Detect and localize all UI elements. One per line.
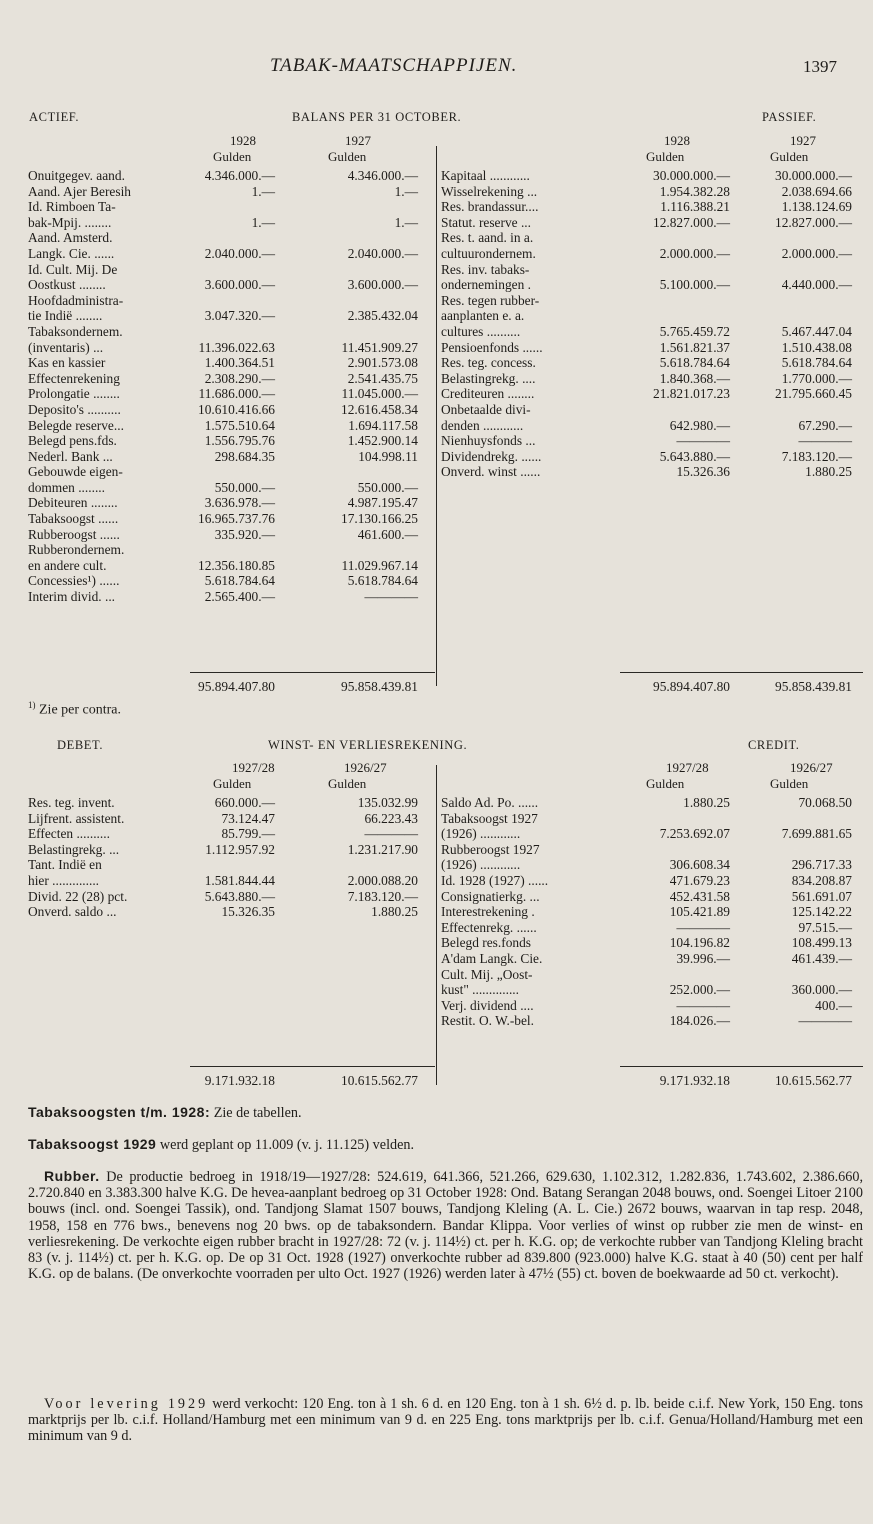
row-value-previous: 30.000.000.— (775, 168, 852, 183)
row-value-previous: 7.183.120.— (347, 888, 418, 904)
row-value-current: 3.636.978.— (204, 495, 275, 511)
actief-total-1927: 95.858.439.81 (341, 679, 418, 694)
row-label: Nederl. Bank ... (28, 448, 113, 464)
row-label: Restit. O. W.-bel. (441, 1013, 534, 1029)
debet-total-previous: 10.615.562.77 (341, 1073, 418, 1088)
row-label: Res. t. aand. in a. (441, 230, 534, 246)
passief-row (0, 464, 873, 480)
debet-total-current: 9.171.932.18 (204, 1073, 275, 1088)
row-value-current: 1.575.510.64 (204, 417, 275, 433)
note-rubber (28, 1168, 863, 1282)
row-value-current: 12.827.000.— (653, 214, 730, 230)
row-value-current: 7.253.692.07 (659, 826, 730, 842)
note-rubber-lead: Rubber. (44, 1168, 100, 1184)
wv-title: WINST- EN VERLIESREKENING. (268, 738, 468, 752)
credit-row (0, 857, 873, 873)
row-label: Res. inv. tabaks- (441, 261, 530, 277)
wv-heading (0, 738, 873, 756)
passief-row (0, 168, 873, 184)
row-value-current: 660.000.— (214, 795, 275, 810)
row-value-previous: 1.770.000.— (781, 370, 852, 386)
row-value-previous: 1.694.117.58 (348, 417, 418, 433)
footnote-text: Zie per contra. (39, 702, 122, 718)
row-value-current: 2.565.400.— (204, 589, 275, 605)
row-value-current: ———— (676, 919, 730, 935)
row-value-previous: 2.901.573.08 (347, 355, 418, 371)
row-value-previous: 97.515.— (798, 919, 852, 935)
row-value-current: 12.356.180.85 (198, 557, 275, 573)
row-value-current: 3.600.000.— (204, 277, 275, 293)
row-label: Effectenrekening (28, 370, 120, 386)
row-value-previous: 7.699.881.65 (781, 826, 852, 842)
row-value-current: 11.396.022.63 (198, 339, 275, 355)
passief-total-1928: 95.894.407.80 (653, 679, 730, 694)
row-label: Hoofdadministra- (28, 292, 124, 308)
passief-row (0, 433, 873, 449)
row-label: Tabaksondernem. (28, 323, 123, 339)
row-label: aanplanten e. a. (441, 308, 525, 324)
row-value-current: 1.— (251, 214, 275, 230)
row-value-previous: 461.439.— (791, 950, 852, 966)
row-value-current: 1.581.844.44 (204, 872, 275, 888)
credit-total-rule (620, 1066, 863, 1067)
row-value-previous: 11.451.909.27 (341, 339, 418, 355)
row-label: Interestrekening . (441, 904, 535, 920)
row-value-current: ———— (676, 433, 730, 449)
note-tabaksoogst-1929-lead: Tabaksoogst 1929 (28, 1136, 157, 1152)
passief-row (0, 246, 873, 262)
row-label: Saldo Ad. Po. ...... (441, 795, 539, 810)
credit-row (0, 935, 873, 951)
row-value-previous: 70.068.50 (798, 795, 852, 810)
passief-row (0, 355, 873, 371)
note-tabaksoogsten-lead: Tabaksoogsten t/m. 1928: (28, 1104, 211, 1120)
row-label: (1926) ............ (441, 857, 521, 873)
row-value-previous: 108.499.13 (791, 935, 852, 951)
row-label: Kapitaal ............ (441, 168, 530, 183)
wv-year-col-left-2: 1926/27 (344, 760, 387, 775)
row-label: Concessies¹) ...... (28, 573, 120, 589)
note-tabaksoogsten (28, 1104, 863, 1121)
row-label: Id. Cult. Mij. De (28, 261, 118, 277)
row-value-previous: 461.600.— (357, 526, 418, 542)
note-tabaksoogst-1929-text: werd geplant op 11.009 (v. j. 11.125) velden. (156, 1137, 415, 1153)
row-value-current: 5.765.459.72 (659, 323, 730, 339)
row-label: bak-Mpij. ........ (28, 214, 112, 230)
passief-row (0, 308, 873, 324)
row-label: Debiteuren ........ (28, 495, 118, 511)
row-label: Res. teg. invent. (28, 795, 115, 810)
row-value-previous: ———— (364, 826, 418, 842)
row-value-current: 252.000.— (669, 982, 730, 998)
row-value-current: 85.799.— (221, 826, 275, 842)
row-value-current: 1.116.388.21 (660, 199, 730, 215)
row-value-current: 550.000.— (214, 479, 275, 495)
row-label: A'dam Langk. Cie. (441, 950, 543, 966)
debet-total-rule (190, 1066, 435, 1067)
row-value-previous: 296.717.33 (791, 857, 852, 873)
page-header (0, 55, 873, 81)
currency-col-right-1: Gulden (646, 149, 685, 164)
row-value-previous: 4.440.000.— (781, 277, 852, 293)
row-label: Res. tegen rubber- (441, 292, 540, 308)
passief-row (0, 402, 873, 418)
row-value-current: 15.326.35 (221, 904, 275, 920)
row-value-previous: 1.880.25 (371, 904, 418, 920)
row-value-current: 1.— (251, 183, 275, 199)
row-label: Verj. dividend .... (441, 997, 534, 1013)
row-value-current: 73.124.47 (221, 810, 275, 826)
passief-row (0, 230, 873, 246)
row-label: Onverd. saldo ... (28, 904, 117, 920)
row-value-previous: 66.223.43 (364, 810, 418, 826)
balans-totals (0, 679, 873, 695)
row-value-current: 642.980.— (669, 417, 730, 433)
row-value-current: 5.618.784.64 (204, 573, 275, 589)
row-label: Onuitgegev. aand. (28, 168, 125, 183)
row-label: denden ............ (441, 417, 524, 433)
row-label: Deposito's .......... (28, 401, 121, 417)
credit-row (0, 998, 873, 1014)
row-label: Rubberoogst ...... (28, 526, 120, 542)
credit-row (0, 951, 873, 967)
credit-row (0, 982, 873, 998)
row-label: Langk. Cie. ...... (28, 245, 115, 261)
actief-row (0, 480, 873, 496)
row-value-previous: 3.600.000.— (347, 277, 418, 293)
row-label: Kas en kassier (28, 355, 106, 371)
balans-heading (0, 110, 873, 128)
row-value-previous: 2.000.000.— (781, 245, 852, 261)
credit-row (0, 920, 873, 936)
row-label: Cult. Mij. „Oost- (441, 966, 533, 982)
passief-row (0, 262, 873, 278)
row-value-previous: ———— (364, 589, 418, 605)
row-value-current: 5.618.784.64 (659, 355, 730, 371)
passief-row (0, 386, 873, 402)
wv-year-col-right-2: 1926/27 (790, 760, 833, 775)
row-value-previous: 1.— (394, 183, 418, 199)
row-value-previous: 12.827.000.— (775, 214, 852, 230)
row-value-current: ———— (676, 997, 730, 1013)
passief-row (0, 277, 873, 293)
row-label: Dividendrekg. ...... (441, 448, 542, 464)
row-value-previous: 550.000.— (357, 479, 418, 495)
actief-row (0, 495, 873, 511)
row-label: Id. Rimboen Ta- (28, 199, 116, 215)
note-tabaksoogsten-text: Zie de tabellen. (210, 1105, 302, 1121)
currency-col-right-2: Gulden (770, 149, 809, 164)
passief-row (0, 449, 873, 465)
currency-col-left-1: Gulden (213, 149, 252, 164)
row-value-previous: 2.038.694.66 (781, 183, 852, 199)
wv-currency-col-right-1: Gulden (646, 776, 685, 791)
note-levering-text: werd verkocht: 120 Eng. ton à 1 sh. 6 d. en 120 Eng. ton à 1 sh. 6½ d. p. lb. beide c.i.f. New York, 150 Eng. tons marktprijs per lb. c.i.f. Holland/Hamburg met een minimum van 9 d. en 225 Eng. tons marktprijs per lb. c.i.f. Genua/Holland/Hamburg met een minimum van 9 d. (28, 1396, 863, 1445)
year-col-left-2: 1927 (345, 133, 371, 148)
row-label: Lijfrent. assistent. (28, 810, 125, 826)
row-value-previous: 2.040.000.— (347, 245, 418, 261)
wv-currency-col-left-2: Gulden (328, 776, 367, 791)
row-value-current: 1.400.364.51 (204, 355, 275, 371)
row-value-previous: 125.142.22 (791, 904, 852, 920)
wv-year-col-left-1: 1927/28 (232, 760, 275, 775)
passief-row (0, 418, 873, 434)
wv-totals (0, 1073, 873, 1089)
row-label: Interim divid. ... (28, 589, 116, 605)
footnote-mark: 1) (28, 700, 36, 710)
row-label: Res. teg. concess. (441, 355, 536, 371)
row-value-current: 2.000.000.— (659, 245, 730, 261)
row-value-current: 11.686.000.— (198, 386, 275, 402)
page-number: 1397 (803, 57, 837, 76)
row-label: Id. 1928 (1927) ...... (441, 872, 549, 888)
row-value-current: 1.880.25 (683, 795, 730, 810)
passief-label: PASSIEF. (762, 110, 817, 124)
row-value-previous: 135.032.99 (357, 795, 418, 810)
row-label: Effecten .......... (28, 826, 110, 842)
row-label: Tant. Indië en (28, 857, 102, 873)
row-label: kust" .............. (441, 982, 520, 998)
row-label: en andere cult. (28, 557, 107, 573)
row-value-current: 5.643.880.— (204, 888, 275, 904)
credit-row (0, 826, 873, 842)
row-value-previous: 1.510.438.08 (781, 339, 852, 355)
row-label: Crediteuren ........ (441, 386, 535, 402)
wv-currency-col-right-2: Gulden (770, 776, 809, 791)
credit-total-previous: 10.615.562.77 (775, 1073, 852, 1088)
row-label: Divid. 22 (28) pct. (28, 888, 128, 904)
row-value-current: 471.679.23 (669, 872, 730, 888)
row-value-current: 3.047.320.— (204, 308, 275, 324)
credit-row (0, 873, 873, 889)
row-value-previous: 4.346.000.— (347, 168, 418, 183)
row-label: Aand. Ajer Beresih (28, 183, 132, 199)
row-label: Wisselrekening ... (441, 183, 538, 199)
row-value-previous: ———— (798, 433, 852, 449)
row-value-current: 1.556.795.76 (204, 433, 275, 449)
row-label: (1926) ............ (441, 826, 521, 842)
row-value-previous: 1.880.25 (805, 464, 852, 480)
row-value-previous: 17.130.166.25 (341, 511, 418, 527)
row-value-current: 30.000.000.— (653, 168, 730, 183)
credit-row (0, 1013, 873, 1029)
credit-row (0, 889, 873, 905)
row-value-current: 10.610.416.66 (198, 401, 275, 417)
row-label: Aand. Amsterd. (28, 230, 113, 246)
row-value-current: 452.431.58 (669, 888, 730, 904)
row-label: Rubberoogst 1927 (441, 841, 540, 857)
actief-total-rule (190, 672, 435, 673)
row-label: Belegd res.fonds (441, 935, 531, 951)
row-value-current: 184.026.— (669, 1013, 730, 1029)
row-label: Tabaksoogst 1927 (441, 810, 538, 826)
row-label: Onverd. winst ...... (441, 464, 541, 480)
row-value-previous: 7.183.120.— (781, 448, 852, 464)
passief-row (0, 324, 873, 340)
row-label: Res. brandassur.... (441, 199, 539, 215)
row-label: Consignatierkg. ... (441, 888, 540, 904)
row-label: dommen ........ (28, 479, 105, 495)
year-col-left-1: 1928 (230, 133, 256, 148)
actief-row (0, 511, 873, 527)
row-label: Pensioenfonds ...... (441, 339, 543, 355)
row-value-previous: 5.618.784.64 (781, 355, 852, 371)
note-rubber-text: De productie bedroeg in 1918/19—1927/28: 524.619, 641.366, 521.266, 629.630, 1.102.312, 1.282.836, 1.743.602, 2.386.660, 2.720.840 en 3.383.300 halve K.G. De hevea-aanplant bedroeg op 31 October 1928: Ond. Batang Serangan 2048 bouws, ond. Soengei Litoer 2100 bouws (incl. ond. Soengei Tassik), ond. Tandjong Slamat 1507 bouws, Tandjong Kleling (A. L. Cie.) 2672 bouws, waarvan in tap resp. 2048, 1958, 158 en 776 bws., benevens nog 20 bws. op de tabaksondern. Bandar Klippa. Voor verlies of winst op rubber zie men de winst- en verliesrekening. De verkochte eigen rubber bracht in 1927/28: 72 (v. j. 114½) ct. per h. K.G. op; de verkochte rubber van Tandjong Kleling bracht 83 (v. j. 114½) ct. per h. K.G. op. De op 31 Oct. 1928 (1927) onverkochte rubber ad 839.800 (923.000) halve K.G. staat à 40 (50) cent per half K.G. op de balans. (De onverkochte voorraden per ulto Oct. 1927 (1926) werden later à 47½ (55) ct. boven de boekwaarde ad 50 ct. verkocht). (28, 1169, 863, 1283)
row-value-previous: 5.467.447.04 (781, 323, 852, 339)
credit-row (0, 795, 873, 811)
actief-row (0, 542, 873, 558)
passief-row (0, 199, 873, 215)
row-value-previous: 104.998.11 (358, 448, 418, 464)
row-value-previous: 5.618.784.64 (347, 573, 418, 589)
wv-year-col-right-1: 1927/28 (666, 760, 709, 775)
passief-row (0, 340, 873, 356)
row-value-current: 39.996.— (676, 950, 730, 966)
debet-label: DEBET. (57, 738, 104, 752)
row-value-current: 104.196.82 (669, 935, 730, 951)
passief-row (0, 215, 873, 231)
row-value-previous: 1.138.124.69 (781, 199, 852, 215)
row-value-previous: ———— (798, 1013, 852, 1029)
year-col-right-1: 1928 (664, 133, 690, 148)
row-value-previous: 360.000.— (791, 982, 852, 998)
row-label: Gebouwde eigen- (28, 464, 123, 480)
actief-row (0, 573, 873, 589)
balans-footnote (28, 700, 121, 719)
actief-row (0, 527, 873, 543)
page-title: TABAK-MAATSCHAPPIJEN. (270, 55, 518, 76)
credit-row (0, 842, 873, 858)
actief-total-1928: 95.894.407.80 (198, 679, 275, 694)
balans-title: BALANS PER 31 OCTOBER. (292, 110, 462, 124)
row-value-previous: 1.452.900.14 (347, 433, 418, 449)
row-value-previous: 11.045.000.— (341, 386, 418, 402)
row-value-previous: 1.— (394, 214, 418, 230)
row-value-current: 2.308.290.— (204, 370, 275, 386)
row-label: tie Indië ........ (28, 308, 103, 324)
row-value-current: 16.965.737.76 (198, 511, 275, 527)
row-value-previous: 4.987.195.47 (347, 495, 418, 511)
row-value-current: 1.840.368.— (659, 370, 730, 386)
year-col-right-2: 1927 (790, 133, 816, 148)
row-value-current: 1.112.957.92 (205, 841, 275, 857)
row-value-current: 15.326.36 (676, 464, 730, 480)
row-value-current: 21.821.017.23 (653, 386, 730, 402)
row-value-previous: 67.290.— (798, 417, 852, 433)
passief-row (0, 371, 873, 387)
row-value-current: 5.643.880.— (659, 448, 730, 464)
row-value-previous: 561.691.07 (791, 888, 852, 904)
row-label: Belastingrekg. .... (441, 370, 536, 386)
row-label: hier .............. (28, 872, 100, 888)
row-label: ondernemingen . (441, 277, 531, 293)
row-value-current: 5.100.000.— (659, 277, 730, 293)
row-value-current: 335.920.— (214, 526, 275, 542)
row-value-previous: 400.— (815, 997, 852, 1013)
note-levering (28, 1396, 863, 1445)
row-value-previous: 2.541.435.75 (347, 370, 418, 386)
credit-label: CREDIT. (748, 738, 800, 752)
row-value-current: 105.421.89 (669, 904, 730, 920)
passief-row (0, 184, 873, 200)
row-value-previous: 834.208.87 (791, 872, 852, 888)
row-label: Belegd pens.fds. (28, 433, 117, 449)
row-value-current: 306.608.34 (669, 857, 730, 873)
row-label: Prolongatie ........ (28, 386, 120, 402)
actief-row (0, 589, 873, 605)
passief-total-rule (620, 672, 863, 673)
row-value-previous: 2.000.088.20 (347, 872, 418, 888)
wv-currency-col-left-1: Gulden (213, 776, 252, 791)
row-value-current: 2.040.000.— (204, 245, 275, 261)
row-value-previous: 12.616.458.34 (341, 401, 418, 417)
row-value-current: 1.954.382.28 (659, 183, 730, 199)
row-label: Onbetaalde divi- (441, 401, 531, 417)
row-value-previous: 2.385.432.04 (347, 308, 418, 324)
credit-total-current: 9.171.932.18 (659, 1073, 730, 1088)
row-label: (inventaris) ... (28, 339, 104, 355)
actief-label: ACTIEF. (29, 110, 80, 124)
credit-row (0, 967, 873, 983)
row-label: Rubberondernem. (28, 542, 125, 558)
row-value-previous: 21.795.660.45 (775, 386, 852, 402)
row-label: Statut. reserve ... (441, 214, 531, 230)
row-label: cultuurondernem. (441, 245, 536, 261)
row-label: Oostkust ........ (28, 277, 106, 293)
row-label: Belegde reserve... (28, 417, 124, 433)
passief-row (0, 293, 873, 309)
actief-row (0, 558, 873, 574)
row-label: Effectenrekg. ...... (441, 919, 537, 935)
row-value-current: 298.684.35 (214, 448, 275, 464)
credit-row (0, 811, 873, 827)
note-tabaksoogst-1929 (28, 1136, 863, 1153)
passief-total-1927: 95.858.439.81 (775, 679, 852, 694)
row-value-current: 4.346.000.— (204, 168, 275, 183)
credit-row (0, 904, 873, 920)
row-label: Nienhuysfonds ... (441, 433, 536, 449)
row-value-previous: 1.231.217.90 (347, 841, 418, 857)
row-label: Tabaksoogst ...... (28, 511, 119, 527)
credit-table (0, 795, 873, 1029)
row-value-current: 1.561.821.37 (659, 339, 730, 355)
note-levering-lead: Voor levering 1929 (44, 1396, 209, 1412)
row-value-previous: 11.029.967.14 (341, 557, 418, 573)
passief-table (0, 168, 873, 480)
currency-col-left-2: Gulden (328, 149, 367, 164)
row-label: cultures .......... (441, 323, 521, 339)
row-label: Belastingrekg. ... (28, 841, 120, 857)
